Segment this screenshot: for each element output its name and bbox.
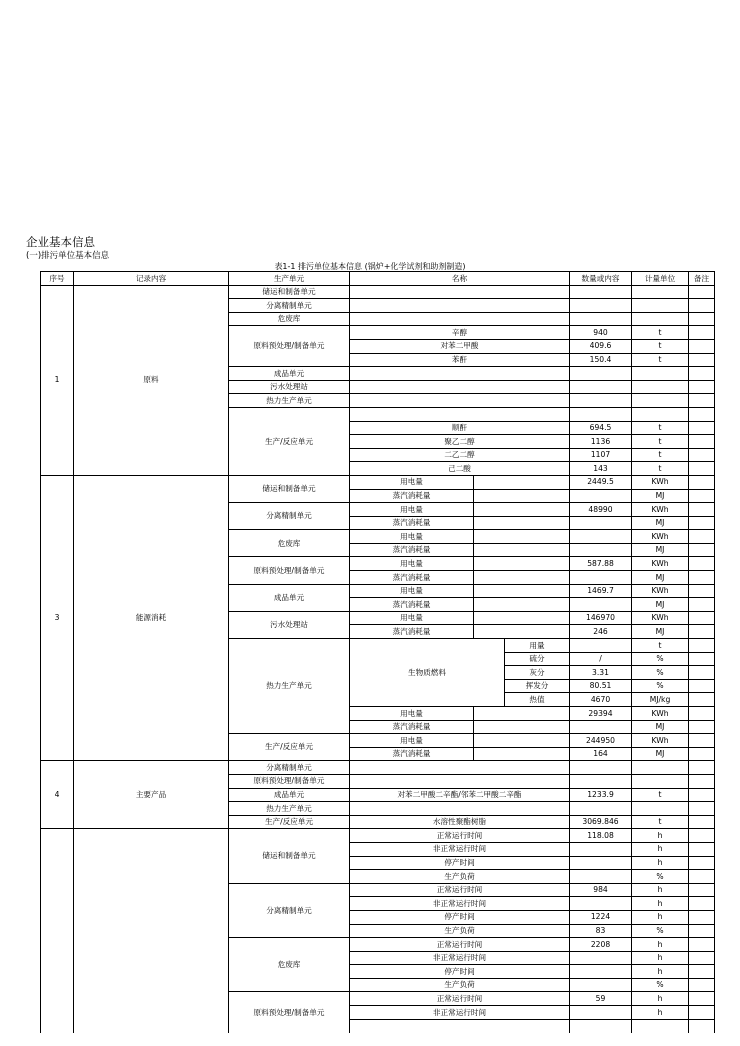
param-cell: 用量 [505,639,570,653]
table-row [41,475,715,489]
name-cell: 用电量 [350,707,474,721]
record-cell: 原料 [74,285,229,475]
param-cell: 挥发分 [505,679,570,693]
name-cell: 用电量 [350,584,474,598]
name-cell: 非正常运行时间 [350,897,570,911]
measure-cell: KWh [632,530,689,544]
unit-cell: 危废库 [229,530,350,557]
measure-cell: h [632,829,689,843]
unit-cell: 原料预处理/制备单元 [229,992,350,1033]
measure-cell: KWh [632,475,689,489]
name-cell: 蒸汽消耗量 [350,543,474,557]
name-cell: 正常运行时间 [350,992,570,1006]
param-cell: 灰分 [505,666,570,680]
unit-cell: 生产/反应单元 [229,815,350,829]
qty-cell: 940 [570,326,632,340]
qty-cell: 146970 [570,611,632,625]
unit-cell: 原料预处理/制备单元 [229,557,350,584]
unit-cell: 生产/反应单元 [229,734,350,761]
measure-cell: h [632,856,689,870]
qty-cell: 694.5 [570,421,632,435]
param-cell: 热值 [505,693,570,707]
name-cell: 停产时间 [350,856,570,870]
qty-cell: 2208 [570,938,632,952]
qty-cell: 984 [570,883,632,897]
name-cell: 停产时间 [350,910,570,924]
qty-cell: 587.88 [570,557,632,571]
unit-cell: 生产/反应单元 [229,407,350,475]
name-cell: 用电量 [350,611,474,625]
measure-cell: h [632,938,689,952]
measure-cell: % [632,666,689,680]
measure-cell: KWh [632,707,689,721]
unit-cell: 危废库 [229,938,350,992]
measure-cell: t [632,435,689,449]
measure-cell: h [632,951,689,965]
name-cell: 己二酸 [350,462,570,476]
name-cell: 蒸汽消耗量 [350,571,474,585]
measure-cell: h [632,842,689,856]
measure-cell: t [632,815,689,829]
basic-info-table [40,271,715,1033]
qty-cell: 59 [570,992,632,1006]
measure-cell: MJ [632,720,689,734]
measure-cell: t [632,353,689,367]
qty-cell [570,897,632,911]
unit-cell: 成品单元 [229,584,350,611]
qty-cell: 1136 [570,435,632,449]
seq-cell [41,829,74,1033]
measure-cell: h [632,965,689,979]
qty-cell [570,856,632,870]
section-title: 企业基本信息 [26,235,95,249]
seq-cell: 4 [41,761,74,829]
name-cell: 正常运行时间 [350,883,570,897]
unit-cell: 危废库 [229,312,350,326]
header-remark: 备注 [689,272,715,286]
unit-cell: 分离精制单元 [229,299,350,313]
measure-cell: h [632,897,689,911]
measure-cell: MJ [632,516,689,530]
qty-cell: 80.51 [570,679,632,693]
unit-cell: 分离精制单元 [229,503,350,530]
unit-cell: 污水处理站 [229,380,350,394]
measure-cell: KWh [632,611,689,625]
measure-cell: MJ [632,625,689,639]
name-cell: 辛醇 [350,326,570,340]
header-seq: 序号 [41,272,74,286]
name-cell: 用电量 [350,503,474,517]
name-cell: 用电量 [350,475,474,489]
name-cell: 蒸汽消耗量 [350,625,474,639]
qty-cell: 409.6 [570,339,632,353]
header-name: 名称 [350,272,570,286]
table-header-row [41,272,715,286]
name-cell: 非正常运行时间 [350,1006,570,1020]
qty-cell: 164 [570,747,632,761]
measure-cell: t [632,448,689,462]
measure-cell: h [632,910,689,924]
name-cell: 正常运行时间 [350,829,570,843]
unit-cell: 成品单元 [229,788,350,802]
measure-cell: MJ [632,543,689,557]
measure-cell: % [632,978,689,992]
measure-cell: MJ [632,598,689,612]
header-qty: 数量或内容 [570,272,632,286]
name-cell: 苯酐 [350,353,570,367]
measure-cell: KWh [632,503,689,517]
measure-cell: % [632,652,689,666]
name-cell: 正常运行时间 [350,938,570,952]
measure-cell: t [632,639,689,653]
name-cell: 聚乙二醇 [350,435,570,449]
measure-cell: KWh [632,734,689,748]
measure-cell: t [632,462,689,476]
qty-cell: 143 [570,462,632,476]
measure-cell: t [632,788,689,802]
measure-cell: MJ [632,489,689,503]
name-cell: 非正常运行时间 [350,951,570,965]
header-record: 记录内容 [74,272,229,286]
measure-cell: MJ/kg [632,693,689,707]
unit-cell: 原料预处理/制备单元 [229,774,350,788]
measure-cell: KWh [632,584,689,598]
table-caption: 表1-1 排污单位基本信息 (锅炉+化学试剂和助剂制造) [274,262,466,271]
qty-cell [570,965,632,979]
name-cell: 停产时间 [350,965,570,979]
qty-cell: 246 [570,625,632,639]
measure-cell: h [632,1006,689,1020]
name-cell: 用电量 [350,557,474,571]
qty-cell: 1469.7 [570,584,632,598]
measure-cell: t [632,339,689,353]
name-cell: 顺酐 [350,421,570,435]
param-cell: 硫分 [505,652,570,666]
measure-cell: % [632,679,689,693]
measure-cell: t [632,326,689,340]
name-cell: 水溶性聚酯树脂 [350,815,570,829]
record-cell [74,829,229,1033]
unit-cell: 储运和制备单元 [229,285,350,299]
name-cell: 蒸汽消耗量 [350,720,474,734]
qty-cell [570,951,632,965]
qty-cell [570,978,632,992]
qty-cell: 1224 [570,910,632,924]
unit-cell: 分离精制单元 [229,761,350,775]
subsection-title: (一)排污单位基本信息 [26,251,110,261]
biofuel-cell: 生物质燃料 [350,639,505,707]
qty-cell: 2449.5 [570,475,632,489]
measure-cell: % [632,924,689,938]
name-cell: 用电量 [350,734,474,748]
measure-cell: h [632,883,689,897]
measure-cell: MJ [632,747,689,761]
qty-cell: 244950 [570,734,632,748]
unit-cell: 污水处理站 [229,611,350,638]
seq-cell: 3 [41,475,74,760]
record-cell: 主要产品 [74,761,229,829]
name-cell: 蒸汽消耗量 [350,489,474,503]
qty-cell: 3069.846 [570,815,632,829]
name-cell: 二乙二醇 [350,448,570,462]
qty-cell: 150.4 [570,353,632,367]
measure-cell: t [632,421,689,435]
name-cell: 生产负荷 [350,978,570,992]
qty-cell: 118.08 [570,829,632,843]
name-cell: 生产负荷 [350,924,570,938]
unit-cell: 原料预处理/制备单元 [229,326,350,367]
qty-cell [570,639,632,653]
table-row [41,285,715,299]
name-cell: 用电量 [350,530,474,544]
name-cell: 生产负荷 [350,870,570,884]
qty-cell: 48990 [570,503,632,517]
measure-cell: % [632,870,689,884]
name-cell: 蒸汽消耗量 [350,747,474,761]
qty-cell: / [570,652,632,666]
qty-cell [570,842,632,856]
unit-cell: 储运和制备单元 [229,475,350,502]
name-cell: 非正常运行时间 [350,842,570,856]
header-measure: 计量单位 [632,272,689,286]
header-unit: 生产单元 [229,272,350,286]
record-cell: 能源消耗 [74,475,229,760]
name-cell: 蒸汽消耗量 [350,516,474,530]
qty-cell: 3.31 [570,666,632,680]
unit-cell: 储运和制备单元 [229,829,350,883]
qty-cell: 83 [570,924,632,938]
qty-cell: 4670 [570,693,632,707]
measure-cell: MJ [632,571,689,585]
qty-cell [570,870,632,884]
table-row [41,761,715,775]
name-cell: 蒸汽消耗量 [350,598,474,612]
qty-cell: 1233.9 [570,788,632,802]
table-row [41,829,715,843]
qty-cell: 29394 [570,707,632,721]
measure-cell: h [632,992,689,1006]
unit-cell: 成品单元 [229,367,350,381]
unit-cell: 热力生产单元 [229,394,350,408]
unit-cell: 分离精制单元 [229,883,350,937]
unit-cell: 热力生产单元 [229,639,350,734]
name-cell: 对苯二甲酸二辛酯/邻苯二甲酸二辛酯 [350,788,570,802]
unit-cell: 热力生产单元 [229,802,350,816]
seq-cell: 1 [41,285,74,475]
measure-cell: KWh [632,557,689,571]
name-cell: 对苯二甲酸 [350,339,570,353]
qty-cell: 1107 [570,448,632,462]
